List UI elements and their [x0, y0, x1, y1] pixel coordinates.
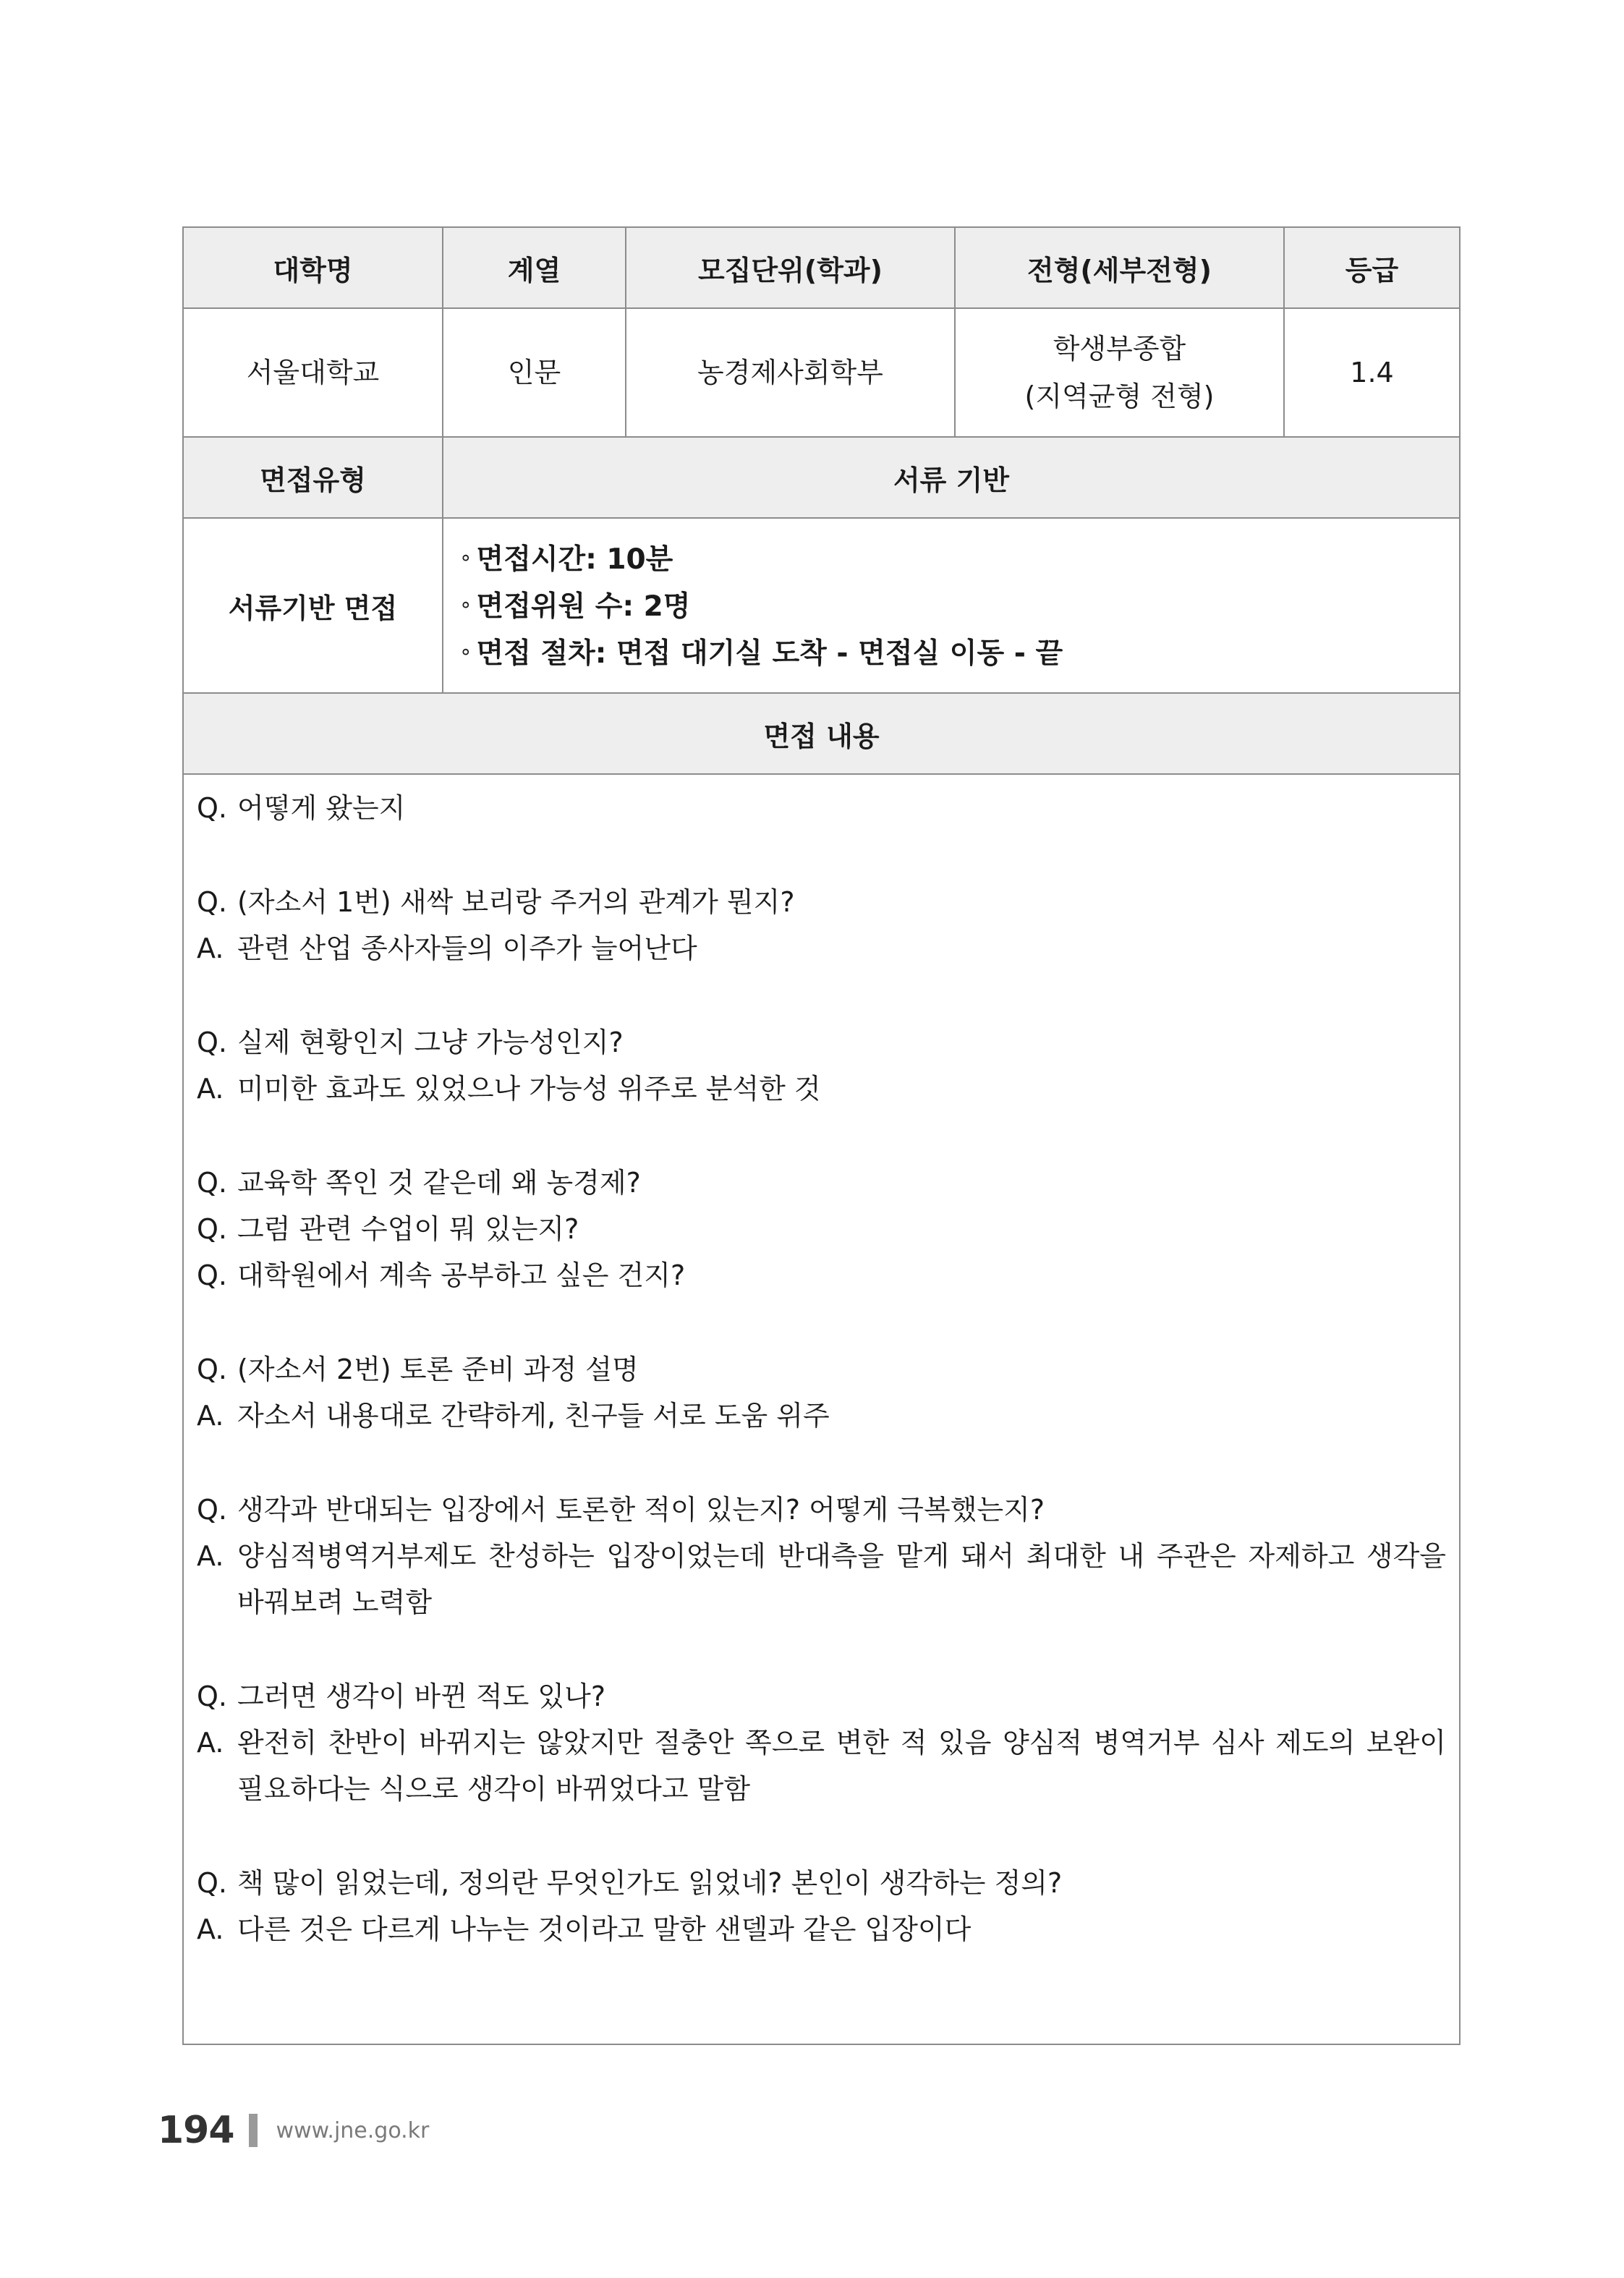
- grade-value: 1.4: [1284, 308, 1460, 437]
- qa-prefix: Q.: [197, 1867, 227, 1899]
- answer-line: [197, 925, 1446, 972]
- bullet-icon: ∘: [459, 545, 472, 569]
- qa-text: 어떻게 왔는지: [237, 792, 406, 824]
- interview-info-item: ∘ 면접위원 수: 2명: [459, 590, 691, 623]
- qa-prefix: A.: [197, 1727, 224, 1759]
- question-line: [197, 1252, 1446, 1299]
- qa-cell: [183, 774, 1460, 2044]
- question-line: [197, 1860, 1446, 1906]
- interview-type-value: 서류 기반: [443, 437, 1460, 518]
- bullet-icon: ∘: [459, 639, 472, 663]
- qa-text: 완전히 찬반이 바뀌지는 않았지만 절충안 쪽으로 변한 적 있음 양심적 병역거부 심사 제도의 보완이 필요하다는 식으로 생각이 바뀌었다고 말함: [237, 1727, 1446, 1805]
- qa-text: 양심적병역거부제도 찬성하는 입장이었는데 반대측을 맡게 돼서 최대한 내 주관은 자제하고 생각을 바꿔보려 노력함: [237, 1540, 1446, 1618]
- qa-text: 그러면 생각이 바뀐 적도 있나?: [237, 1680, 605, 1712]
- website-link[interactable]: www.jne.go.kr: [276, 2117, 430, 2143]
- qa-text: 책 많이 읽었는데, 정의란 무엇인가도 읽었네? 본인이 생각하는 정의?: [237, 1867, 1063, 1899]
- university-name: 서울대학교: [183, 308, 443, 437]
- question-line: [197, 1206, 1446, 1252]
- qa-group: [197, 1160, 1446, 1299]
- answer-line: [197, 1533, 1446, 1625]
- admission-type-value: [955, 308, 1284, 437]
- answer-line: [197, 1720, 1446, 1812]
- qa-group: [197, 1346, 1446, 1439]
- qa-text: 관련 산업 종사자들의 이주가 늘어난다: [237, 932, 697, 964]
- qa-prefix: A.: [197, 1073, 224, 1105]
- qa-prefix: Q.: [197, 1167, 227, 1199]
- question-line: [197, 879, 1446, 925]
- qa-text: (자소서 2번) 토론 준비 과정 설명: [237, 1353, 639, 1385]
- qa-row: [183, 774, 1460, 2044]
- qa-text: 생각과 반대되는 입장에서 토론한 적이 있는지? 어떻게 극복했는지?: [237, 1494, 1045, 1526]
- qa-prefix: Q.: [197, 792, 227, 824]
- header-row: [183, 227, 1460, 308]
- qa-prefix: Q.: [197, 1494, 227, 1526]
- qa-text: 그럼 관련 수업이 뭐 있는지?: [237, 1213, 579, 1245]
- interview-type-row: [183, 437, 1460, 518]
- interview-info-item: ∘ 면접시간: 10분: [459, 543, 673, 576]
- question-line: [197, 1346, 1446, 1393]
- qa-text: 대학원에서 계속 공부하고 싶은 건지?: [237, 1259, 686, 1291]
- qa-prefix: Q.: [197, 886, 227, 918]
- header-admission-type: 전형(세부전형): [955, 227, 1284, 308]
- admission-type-line2: (지역균형 전형): [1024, 381, 1215, 412]
- qa-prefix: A.: [197, 1913, 224, 1945]
- header-field: 계열: [443, 227, 626, 308]
- qa-group: [197, 879, 1446, 972]
- qa-prefix: A.: [197, 1540, 224, 1572]
- interview-record-table: [182, 226, 1461, 2045]
- header-university: 대학명: [183, 227, 443, 308]
- document-interview-label: 서류기반 면접: [183, 518, 443, 693]
- qa-group: [197, 1019, 1446, 1112]
- question-line: [197, 1019, 1446, 1066]
- qa-prefix: A.: [197, 932, 224, 964]
- answer-line: [197, 1393, 1446, 1439]
- qa-text: 교육학 쪽인 것 같은데 왜 농경제?: [237, 1167, 641, 1199]
- question-line: [197, 785, 1446, 831]
- qa-prefix: Q.: [197, 1027, 227, 1058]
- qa-list: [197, 785, 1446, 1952]
- qa-text: (자소서 1번) 새싹 보리랑 주거의 관계가 뭔지?: [237, 886, 795, 918]
- qa-prefix: Q.: [197, 1213, 227, 1245]
- question-line: [197, 1487, 1446, 1533]
- header-grade: 등급: [1284, 227, 1460, 308]
- answer-line: [197, 1906, 1446, 1952]
- qa-group: [197, 1673, 1446, 1812]
- qa-group: [197, 1860, 1446, 1952]
- department-value: 농경제사회학부: [626, 308, 955, 437]
- admission-type-line1: 학생부종합: [1053, 333, 1186, 365]
- interview-type-label: 면접유형: [183, 437, 443, 518]
- page-footer: [158, 2105, 429, 2156]
- question-line: [197, 1673, 1446, 1720]
- document-interview-row: [183, 518, 1460, 693]
- qa-prefix: Q.: [197, 1680, 227, 1712]
- content-header: 면접 내용: [183, 693, 1460, 774]
- qa-text: 다른 것은 다르게 나누는 것이라고 말한 샌델과 같은 입장이다: [237, 1913, 972, 1945]
- qa-prefix: Q.: [197, 1353, 227, 1385]
- qa-text: 미미한 효과도 있었으나 가능성 위주로 분석한 것: [237, 1073, 821, 1105]
- university-row: [183, 308, 1460, 437]
- qa-group: [197, 785, 1446, 831]
- qa-prefix: A.: [197, 1400, 224, 1432]
- interview-info-item: ∘ 면접 절차: 면접 대기실 도착 - 면접실 이동 - 끝: [459, 637, 1063, 670]
- interview-info-list: [443, 518, 1460, 693]
- header-department: 모집단위(학과): [626, 227, 955, 308]
- question-line: [197, 1160, 1446, 1206]
- qa-group: [197, 1487, 1446, 1625]
- bullet-icon: ∘: [459, 592, 472, 616]
- page-number: 194: [158, 2109, 234, 2152]
- footer-divider: [249, 2114, 258, 2147]
- qa-text: 자소서 내용대로 간략하게, 친구들 서로 도움 위주: [237, 1400, 830, 1432]
- answer-line: [197, 1066, 1446, 1112]
- content-header-row: [183, 693, 1460, 774]
- field-value: 인문: [443, 308, 626, 437]
- qa-text: 실제 현황인지 그냥 가능성인지?: [237, 1027, 624, 1058]
- qa-prefix: Q.: [197, 1259, 227, 1291]
